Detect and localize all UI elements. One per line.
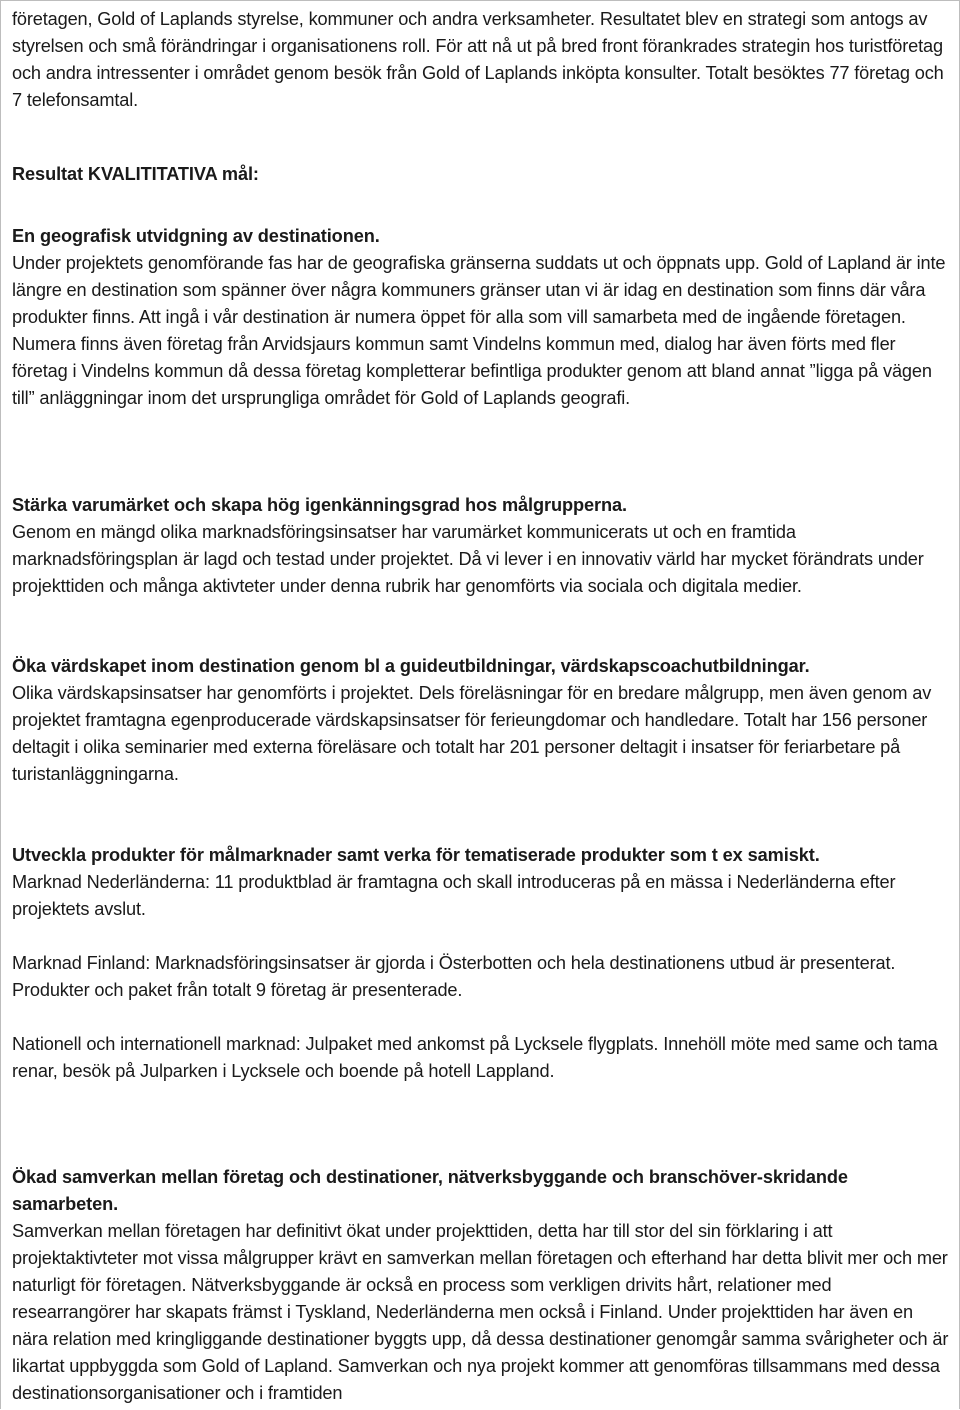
section-brand-strengthening (12, 492, 950, 600)
section-body: Under projektets genomförande fas har de geografiska gränserna suddats ut och öppnats upp. Gold of Lapland är inte längre en destination som spänner över några kommuners gränser utan vi är idag en destination som finns där våra produkter finns. Att ingå i vår destination är numera öppet för alla som vill samarbeta med de ingående företagen. Numera finns även företag från Arvidsjaurs kommun samt Vindelns kommun med, dialog har även förts med fler företag i Vindelns kommun då dessa företag kompletterar befintliga produkter genom att bland annat ”ligga på vägen till” anläggningar inom det ursprungliga området för Gold of Laplands geografi. (12, 253, 946, 408)
section-heading: Ökad samverkan mellan företag och destinationer, nätverksbyggande och branschöver-skridande samarbeten. (12, 1167, 848, 1214)
results-heading: Resultat KVALITITATIVA mål: (12, 164, 259, 184)
section-product-development (12, 842, 950, 1085)
section-body: Nationell och internationell marknad: Julpaket med ankomst på Lycksele flygplats. Innehöll möte med same och tama renar, besök på Julparken i Lycksele och boende på hotell Lappland. (12, 1034, 938, 1081)
section-body: Genom en mängd olika marknadsföringsinsatser har varumärket kommunicerats ut och en framtida marknadsföringsplan är lagd och testad under projektet. Då vi lever i en innovativ värld har mycket förändrats under projekttiden och många aktivteter under denna rubrik har genomförts via sociala och digitala medier. (12, 522, 924, 596)
section-body: Olika värdskapsinsatser har genomförts i projektet. Dels föreläsningar för en bredare målgrupp, men även genom av projektet framtagna egenproducerade värdskapsinsatser för ferieungdomar och handledare. Totalt har 156 personer deltagit i olika seminarier med externa föreläsare och totalt har 201 personer deltagit i insatser för feriarbetare på turistanläggningarna. (12, 683, 932, 784)
intro-paragraph: företagen, Gold of Laplands styrelse, kommuner och andra verksamheter. Resultatet blev en strategi som antogs av styrelsen och små förändringar i organisationens roll. För att nå ut på bred front förankrades strategin hos turistföretag och andra intressenter i området genom besök från Gold of Laplands inköpta konsulter. Totalt besöktes 77 företag och 7 telefonsamtal. (12, 9, 944, 110)
section-heading: En geografisk utvidgning av destinationen. (12, 226, 380, 246)
section-heading: Stärka varumärket och skapa hög igenkänningsgrad hos målgrupperna. (12, 495, 627, 515)
section-body: Marknad Nederländerna: 11 produktblad är framtagna och skall introduceras på en mässa i Nederländerna efter projektets avslut. (12, 872, 896, 919)
section-heading: Öka värdskapet inom destination genom bl a guideutbildningar, värdskapscoachutbildningar. (12, 656, 810, 676)
section-collaboration (12, 1164, 950, 1407)
section-body: Samverkan mellan företagen har definitivt ökat under projekttiden, detta har till stor del sin förklaring i att projektaktivteter mot vissa målgrupper krävt en samverkan mellan företagen och efterhand har detta blivit mer och mer naturligt för företagen. Nätverksbyggande är också en process som verkligen drivits hårt, relationer med researrangörer har skapats främst i Tyskland, Nederländerna men också i Finland. Under projekttiden har även en nära relation med kringliggande destinationer byggts upp, då dessa destinationer genomgår samma svårigheter och är likartat uppbyggda som Gold of Lapland. Samverkan och nya projekt kommer att genomföras tillsammans med dessa destinationsorganisationer och i framtiden (12, 1221, 949, 1403)
section-heading: Utveckla produkter för målmarknader samt verka för tematiserade produkter som t ex samiskt. (12, 845, 820, 865)
section-geographic-expansion (12, 223, 950, 412)
section-hospitality (12, 653, 950, 788)
section-body: Marknad Finland: Marknadsföringsinsatser är gjorda i Österbotten och hela destinationens utbud är presenterat. Produkter och paket från totalt 9 företag är presenterade. (12, 953, 896, 1000)
